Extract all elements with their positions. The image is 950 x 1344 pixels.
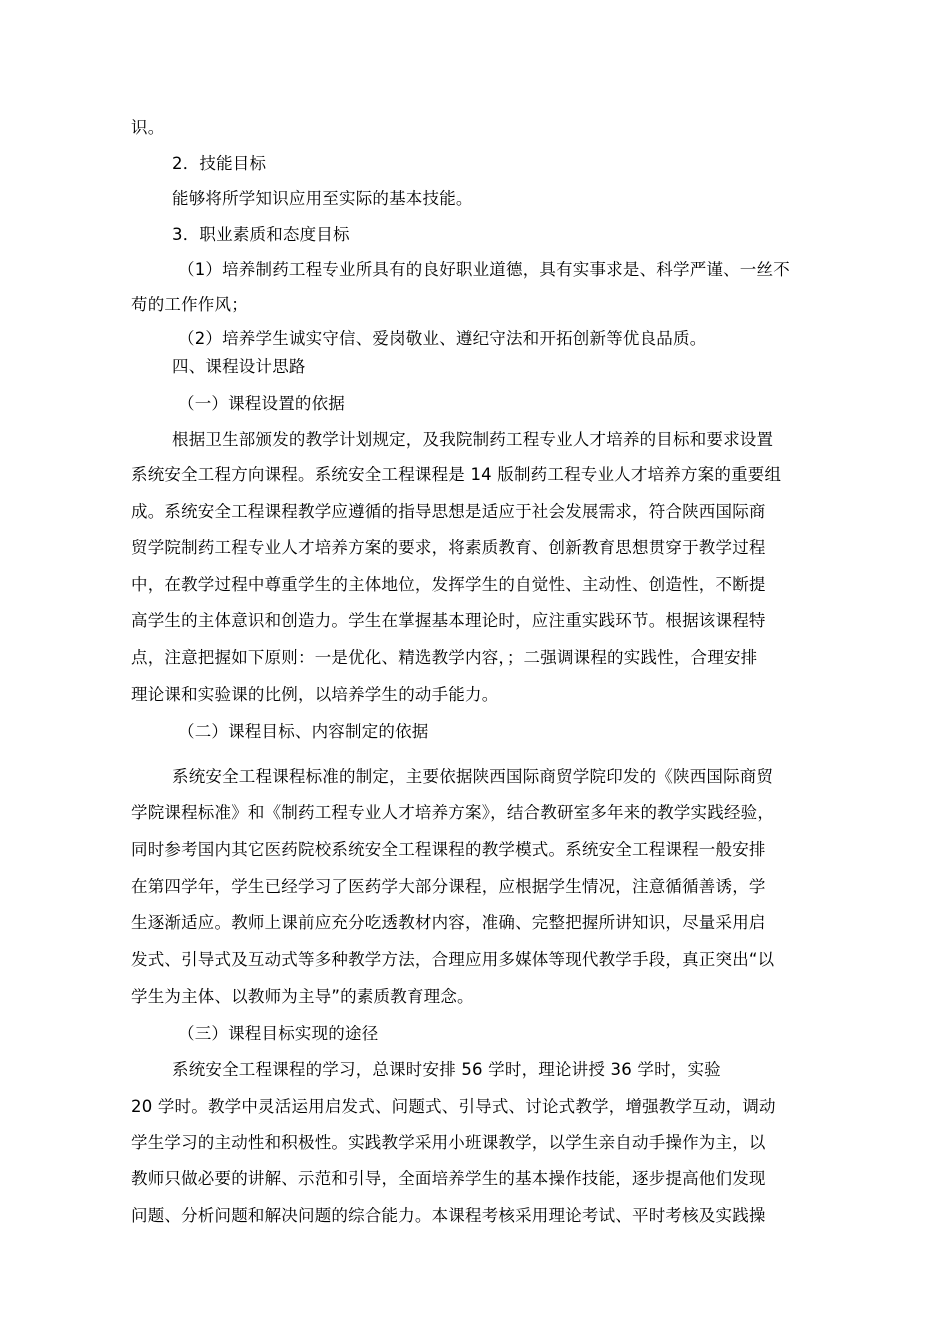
text-line: 根据卫生部颁发的教学计划规定，及我院制药工程专业人才培养的目标和要求设置 — [172, 430, 774, 449]
text-line: 学院课程标准》和《制药工程专业人才培养方案》，结合教研室多年来的教学实践经验， — [131, 803, 775, 822]
text-line: 点，注意把握如下原则：一是优化、精选教学内容，；二强调课程的实践性，合理安排 — [131, 648, 758, 667]
text-line: 识。 — [131, 118, 165, 137]
text-line: 理论课和实验课的比例，以培养学生的动手能力。 — [131, 685, 499, 704]
text-line: （1）培养制药工程专业所具有的良好职业道德，具有实事求是、科学严谨、一丝不 — [178, 260, 790, 279]
text-line: 成。系统安全工程课程教学应遵循的指导思想是适应于社会发展需求，符合陕西国际商 — [131, 502, 766, 521]
section-heading: 3．职业素质和态度目标 — [172, 225, 350, 244]
text-line: 系统安全工程课程的学习，总课时安排 56 学时，理论讲授 36 学时，实验 — [172, 1060, 721, 1079]
text-line: 学生为主体、以教师为主导”的素质教育理念。 — [131, 987, 474, 1006]
section-heading: 四、课程设计思路 — [172, 357, 306, 376]
text-line: 贸学院制药工程专业人才培养方案的要求，将素质教育、创新教育思想贯穿于教学过程 — [131, 538, 766, 557]
text-line: 生逐渐适应。教师上课前应充分吃透教材内容，准确、完整把握所讲知识，尽量采用启 — [131, 913, 766, 932]
text-line: 问题、分析问题和解决问题的综合能力。本课程考核采用理论考试、平时考核及实践操 — [131, 1206, 766, 1225]
text-line: 能够将所学知识应用至实际的基本技能。 — [172, 189, 473, 208]
text-line: 高学生的主体意识和创造力。学生在掌握基本理论时，应注重实践环节。根据该课程特 — [131, 611, 766, 630]
text-line: 学生学习的主动性和积极性。实践教学采用小班课教学，以学生亲自动手操作为主，以 — [131, 1133, 766, 1152]
text-line: 在第四学年，学生已经学习了医药学大部分课程，应根据学生情况，注意循循善诱，学 — [131, 877, 766, 896]
text-line: 同时参考国内其它医药院校系统安全工程课程的教学模式。系统安全工程课程一般安排 — [131, 840, 766, 859]
text-line: 苟的工作作风； — [131, 295, 248, 314]
text-line: 中，在教学过程中尊重学生的主体地位，发挥学生的自觉性、主动性、创造性，不断提 — [131, 575, 766, 594]
section-heading: （一）课程设置的依据 — [178, 394, 345, 413]
text-line: 20 学时。教学中灵活运用启发式、问题式、引导式、讨论式教学，增强教学互动，调动 — [131, 1097, 776, 1116]
section-heading: 2．技能目标 — [172, 154, 267, 173]
text-line: 发式、引导式及互动式等多种教学方法，合理应用多媒体等现代教学手段，真正突出“以 — [131, 950, 775, 969]
section-heading: （二）课程目标、内容制定的依据 — [178, 722, 429, 741]
section-heading: （三）课程目标实现的途径 — [178, 1024, 379, 1043]
text-line: 系统安全工程方向课程。系统安全工程课程是 14 版制药工程专业人才培养方案的重要组 — [131, 465, 782, 484]
text-line: 系统安全工程课程标准的制定，主要依据陕西国际商贸学院印发的《陕西国际商贸 — [172, 767, 774, 786]
text-line: 教师只做必要的讲解、示范和引导，全面培养学生的基本操作技能，逐步提高他们发现 — [131, 1169, 766, 1188]
text-line: （2）培养学生诚实守信、爱岗敬业、遵纪守法和开拓创新等优良品质。 — [178, 329, 707, 348]
